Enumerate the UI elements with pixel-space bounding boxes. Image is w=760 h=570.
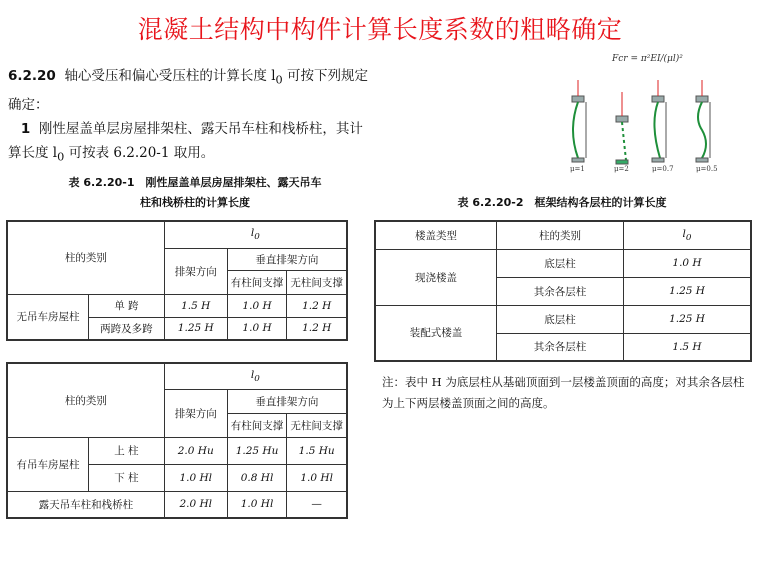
header-bent: 排架方向 [164,248,227,294]
cell-with: 1.0 H [227,294,287,317]
mu-label: μ=0.7 [652,165,674,173]
row-category: 其余各层柱 [497,277,624,305]
floor-precast: 装配式楼盖 [375,305,497,361]
table2-note: 注：表中 H 为底层柱从基础顶面到一层楼盖顶面的高度；对其余各层柱为上下两层楼盖顶面之间的高度。 [382,375,745,410]
page-title: 混凝土结构中构件计算长度系数的粗略确定 [137,15,623,44]
group-crane: 有吊车房屋柱 [7,437,89,491]
header-without-brace: 无柱间支撑 [287,413,347,437]
row-category: 底层柱 [497,305,624,333]
cell-bent: 2.0 Hu [164,437,227,464]
header-with-brace: 有柱间支撑 [227,413,287,437]
header-perp: 垂直排架方向 [227,389,347,413]
cell-with: 0.8 Hl [227,464,287,491]
cell-l0: 1.5 H [624,333,752,361]
row-category: 底层柱 [497,249,624,277]
cell-bent: 1.5 H [164,294,227,317]
header-l0: $l_0$ [164,363,347,389]
cell-without: 1.0 Hl [287,464,347,491]
table1-top [6,220,348,341]
header-perp: 垂直排架方向 [227,248,347,270]
cell-bent: 2.0 Hl [164,491,227,518]
mu-label: μ=1 [570,165,585,173]
row-sub: 上 柱 [89,437,165,464]
header-with-brace: 有柱间支撑 [227,270,287,294]
table2-caption: 表 6.2.20-2 框架结构各层柱的计算长度 [457,196,667,209]
mu-label: μ=2 [614,165,629,173]
floor-cast: 现浇楼盖 [375,249,497,305]
cell-without: 1.2 H [287,294,347,317]
header-l0: $l_0$ [164,221,347,248]
item-text: 刚性屋盖单层房屋排架柱、露天吊车柱和栈桥柱，其计 [38,120,363,137]
cell-with: 1.0 H [227,317,287,340]
table2 [374,220,752,362]
header-category: 柱的类别 [7,221,164,294]
clause-text: 6.2.20 轴心受压和偏心受压柱的计算长度 $l_0$ 可按下列规定 确定： 1 刚性屋盖单层房屋排架柱、露天吊车柱和栈桥柱，其计 算长度 $l_0$ 可按表 6.2.20-1 取用。 [8,68,369,164]
cell-l0: 1.0 H [624,249,752,277]
header-bent: 排架方向 [164,389,227,437]
item-number: 1 [20,120,31,137]
row-open-crane: 露天吊车柱和栈桥柱 [7,491,164,518]
buckling-modes-drawing [564,52,734,176]
table1-caption-line2: 柱和栈桥柱的计算长度 [140,196,250,209]
header-without-brace: 无柱间支撑 [287,270,347,294]
header-l0: $l_0$ [624,221,752,249]
clause-line1b: 可按下列规定 [287,68,369,84]
cell-l0: 1.25 H [624,305,752,333]
cell-l0: 1.25 H [624,277,752,305]
buckling-figure [564,52,734,176]
clause-number: 6.2.20 [8,68,56,84]
group-no-crane: 无吊车房屋柱 [7,294,89,340]
clause-line1: 轴心受压和偏心受压柱的计算长度 l [64,68,276,84]
cell-bent: 1.25 H [164,317,227,340]
header-category: 柱的类别 [497,221,624,249]
mu-label: μ=0.5 [696,165,718,173]
item-text2b: 可按表 6.2.20-1 取用。 [68,144,215,161]
cell-without: 1.2 H [287,317,347,340]
item-text2: 算长度 l [8,144,58,161]
header-category: 柱的类别 [7,363,164,437]
row-category: 其余各层柱 [497,333,624,361]
euler-formula: Fcr = π²EI/(μl)² [612,54,683,64]
row-sub: 下 柱 [89,464,165,491]
table1-bottom [6,362,348,519]
table1-caption [60,174,330,210]
cell-without: 1.5 Hu [287,437,347,464]
cell-with: 1.25 Hu [227,437,287,464]
row-sub: 两跨及多跨 [89,317,165,340]
row-sub: 单 跨 [89,294,165,317]
cell-bent: 1.0 Hl [164,464,227,491]
header-floor: 楼盖类型 [375,221,497,249]
clause-line2: 确定： [8,96,49,113]
cell-with: 1.0 Hl [227,491,287,518]
table1-caption-line1: 表 6.2.20-1 刚性屋盖单层房屋排架柱、露天吊车 [68,176,322,189]
cell-without: — [287,491,347,518]
